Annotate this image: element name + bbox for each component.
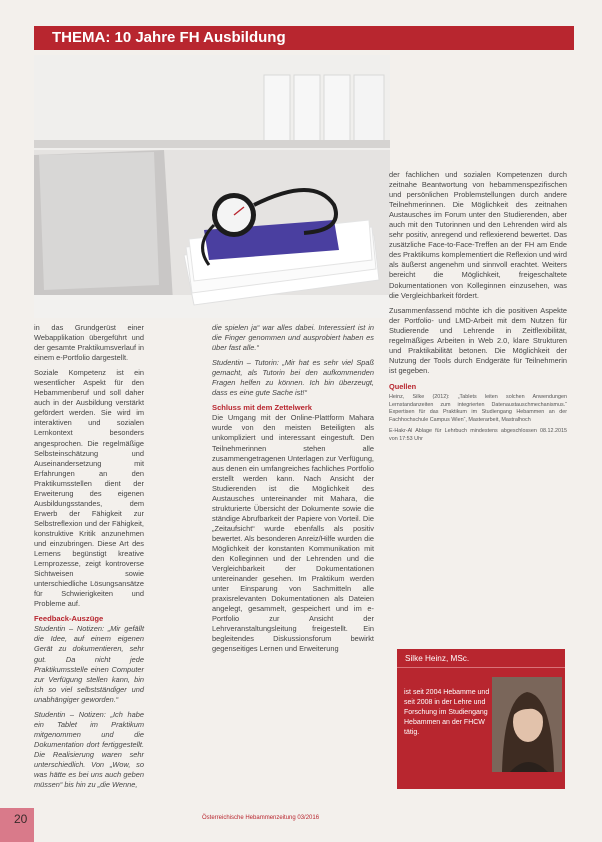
portrait-icon [492, 677, 562, 772]
paragraph: Soziale Kompetenz ist ein wesentlicher Aspekt für den Hebammenberuf und soll daher auch in der Ausbildung verstärkt gefördert werden. Sie wird im interaktiven und sozialen Lernkontext besonders angesprochen. Die regelmäßige Selbsteinschätzung und Auseinandersetzung mit Erfahrungen an den Praktikumsstellen dient der Erweiterung des eigenen Ausbildungsstandes, dem Erwerb der Fähigkeit zur Selbstreflexion und der Fähigkeit, konstruktive Kritik anzunehmen und einzubringen. Diese Art des Lernens begünstigt kreative Lernprozesse, zeigt kontroverse Sichtweisen sowie unterschiedliche Lösungsansätze für Schwierigkeiten und Probleme auf. [34, 368, 144, 609]
quote-paragraph: Studentin – Tutorin: „Mir hat es sehr viel Spaß gemacht, als Tutorin bei den aufkommenden Fragen helfen zu können. Ich bin überzeugt, dass es eine gute Sache ist!“ [212, 358, 374, 398]
publication-name: Österreichische Hebammenzeitung 03/2016 [202, 815, 320, 821]
sources-list [389, 394, 567, 444]
author-name: Silke Heinz, MSc. [405, 654, 470, 663]
paragraph: Die Umgang mit der Online-Plattform Mahara wurde von den meisten Beteiligten als unkompliziert und interessant eingestuft. Den Teilnehmerinnen stehen alle zusammengetragenen Unterlagen zur Verfügung, aus denen ein umfangreiches fachliches Portfolio erstellt werden kann. Nach Ansicht der Studierenden ist die Möglichkeit des Austausches untereinander mit Mahara, die strukturierte Übersicht der Dokumente sowie die ständige Abrufbarkeit der Papiere von Vorteil. Die „Zeitaufsicht“ wurde ebenfalls als positiv bewertet. Als besonderen Anreiz/Hilfe wurden die Möglichkeit der konstanten Kommunikation mit den Kolleginnen und der Lehrenden und die Vergleichbarkeit der Dokumentationen untereinander gesehen. Im Praktikum werden unter Einsparung von Sachmitteln alle praxisrelevanten Dokumentationen als Dateien angelegt, gesammelt, gespeichert und im e-Portfolio zur Ansicht der Lehrveranstaltungsleitung freigestellt. Ein begleitendes Diskussionsforum bewirkt gegenseitiges Lernen und Erweiterung [212, 413, 374, 654]
column-middle [212, 323, 374, 660]
page-number: 20 [14, 812, 28, 826]
paragraph: Zusammenfassend möchte ich die positiven Aspekte der Portfolio- und LMD-Arbeit mit dem Nutzen für Studierende und Lehrende in Zeitflexibilität, regelmäßiges Arbeiten in Web 2.0, klare Strukturen und Praktikabilität betonen. Die Möglichkeit der Nutzung der Tools durch Endgeräte für Teilnehmerin ist gegeben. [389, 305, 567, 375]
quote-paragraph: Studentin – Notizen: „Ich habe ein Tablet im Praktikum mitgenommen und die Dokumentation dort fertiggestellt. Die Realisierung waren sehr unterschiedlich. Von „Wow, so was hätte es bei uns auch geben müssen“ bis hin zu „die Wenne, [34, 709, 144, 790]
quote-paragraph: die spielen ja“ war alles dabei. Interessiert ist in die Finger genommen und ausprobiert haben es über fast alle.“ [212, 323, 374, 353]
author-portrait [492, 677, 562, 772]
sources-heading: Quellen [389, 381, 417, 391]
author-divider [397, 667, 565, 668]
source-entry: Heinz, Silke (2012): „Tablets leiten solchen Anwendungen Lernstandanzeiten zum integrierten Datenaustauschmechanismus.“ Expertisen für das Praktikum im Studiengang Hebammen an der Fachhochschule Campus Wien“, Masterarbeit, Mastralhoch [389, 393, 567, 423]
article-photo [34, 55, 390, 318]
page-title: THEMA: 10 Jahre FH Ausbildung [52, 29, 286, 46]
section-heading: Feedback-Auszüge [34, 614, 104, 624]
quote-paragraph: Studentin – Notizen: „Mir gefällt die Idee, auf einem eigenen Gerät zu dokumentieren, sehr gut. Da nicht jede Praktikumsstelle einen Computer zur Verfügung stellen kann, bin ich so viel selbstständiger und unabhängiger geworden.“ [34, 624, 144, 704]
paragraph: der fachlichen und sozialen Kompetenzen durch zeitnahe Beantwortung von hebammenspezifischen und persönlichen Problemstellungen durch andere Teilnehmerinnen. Die Möglichkeit des zeitnahen Austausches im Forum unter den Studierenden, aber auch mit den Tutorinnen und den Lehrenden wird als sehr positiv, anregend und reflexierend bewertet. Das zusätzliche Face-to-Face-Treffen an der FH am Ende des Praktikums komplementiert die Reflexion und wird als äußerst angenehm und sinnvoll erachtet. Weiters bereicht die Möglichkeit, freigeschaltete Dokumentationen von Kolleginnen einzusehen, was die Vergleichbarkeit fördert. [389, 170, 567, 300]
column-right [389, 170, 567, 448]
source-entry: E-Hakr-Al Ablage für Lehrbuch mindestens abgeschlossen 08.12.2015 von 17:53 Uhr [389, 428, 567, 442]
column-left [34, 323, 144, 795]
section-heading: Schluss mit dem Zettelwerk [212, 403, 313, 413]
blood-pressure-monitor-on-papers-icon [34, 55, 390, 318]
paragraph: in das Grundgerüst einer Webapplikation übergeführt und der gesamte Praktikumsverlauf in einem e-Portfolio dargestellt. [34, 323, 144, 363]
author-bio: ist seit 2004 Hebamme und seit 2008 in der Lehre und Forschung im Studiengang Hebammen an der FHCW tätig. [404, 689, 490, 736]
